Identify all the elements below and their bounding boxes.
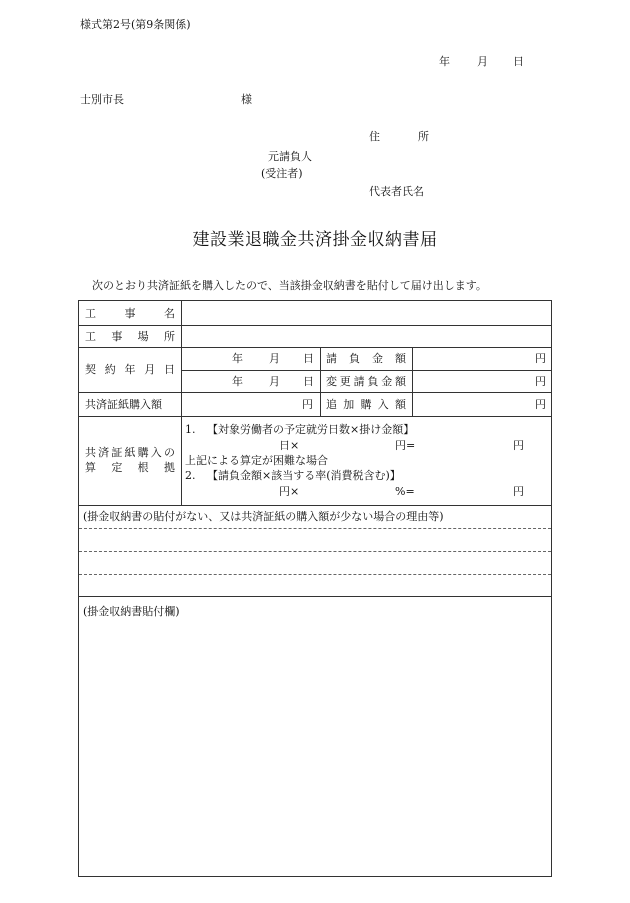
basis-fallback-text: 上記による算定が困難な場合 — [185, 454, 328, 467]
column-divider — [320, 347, 321, 416]
contract-date-label: 契 約 年 月 日 — [85, 363, 175, 376]
form-table — [78, 300, 552, 877]
project-site-label: 工 事 場 所 — [85, 330, 175, 343]
contract-amount-label: 請 負 金 額 — [326, 352, 406, 365]
stamp-purchase-label: 共済証紙購入額 — [85, 398, 162, 411]
basis-item1-days: 日× — [279, 439, 300, 452]
form-number: 様式第2号(第9条関係) — [80, 18, 191, 31]
row-divider — [181, 370, 551, 371]
attachment-label: (掛金収納書貼付欄) — [83, 605, 180, 618]
basis-item2-yen-times: 円× — [279, 485, 300, 498]
row-divider — [79, 416, 551, 417]
additional-purchase-label: 追 加 購 入 額 — [326, 398, 406, 411]
basis-label-line1: 共 済 証 紙 購 入 の — [85, 446, 175, 459]
basis-item1-yen: 円 — [513, 439, 524, 452]
changed-amount-label: 変 更 請 負 金 額 — [326, 375, 406, 388]
contractor-sub-label: (受注者) — [261, 167, 303, 180]
column-divider — [412, 347, 413, 416]
row-divider — [79, 347, 551, 348]
attachment-area[interactable] — [79, 621, 551, 876]
contract-date-month: 月 — [269, 352, 280, 365]
basis-item1-number: 1. — [185, 423, 196, 436]
row-divider — [79, 596, 551, 597]
basis-label-line2: 算 定 根 拠 — [85, 461, 175, 474]
reason-field[interactable] — [79, 529, 551, 595]
changed-amount-yen: 円 — [535, 375, 546, 388]
change-date-day: 日 — [303, 375, 314, 388]
project-name-label: 工 事 名 — [85, 307, 175, 320]
basis-item1-equals: 円= — [395, 439, 416, 452]
intro-text: 次のとおり共済証紙を購入したので、当該掛金収納書を貼付して届け出します。 — [92, 279, 487, 292]
basis-item2-percent: %= — [395, 485, 415, 498]
row-divider — [79, 505, 551, 506]
row-divider — [79, 392, 551, 393]
basis-item2-yen: 円 — [513, 485, 524, 498]
additional-purchase-yen: 円 — [535, 398, 546, 411]
stamp-purchase-yen: 円 — [302, 398, 313, 411]
change-date-month: 月 — [269, 375, 280, 388]
contract-date-day: 日 — [303, 352, 314, 365]
document-title: 建設業退職金共済掛金収納書届 — [192, 230, 438, 250]
contract-amount-yen: 円 — [535, 352, 546, 365]
date-month-label: 月 — [477, 55, 488, 68]
contractor-label: 元請負人 — [268, 150, 312, 163]
representative-label: 代表者氏名 — [369, 185, 424, 198]
reason-label: (掛金収納書の貼付がない、又は共済証紙の購入額が少ない場合の理由等) — [83, 510, 444, 523]
address-char-2: 所 — [418, 130, 429, 143]
basis-item2-number: 2. — [185, 469, 196, 482]
basis-item1-text: 【対象労働者の予定就労日数×掛け金額】 — [207, 423, 415, 436]
project-site-field[interactable] — [182, 326, 551, 347]
address-char-1: 住 — [369, 130, 380, 143]
basis-item2-text: 【請負金額×該当する率(消費税含む)】 — [207, 469, 401, 482]
change-date-year: 年 — [232, 375, 243, 388]
addressee: 士別市長 — [80, 93, 124, 106]
contract-date-year: 年 — [232, 352, 243, 365]
project-name-field[interactable] — [182, 303, 551, 324]
date-day-label: 日 — [513, 55, 524, 68]
addressee-honorific: 様 — [241, 93, 252, 106]
date-year-label: 年 — [439, 55, 450, 68]
